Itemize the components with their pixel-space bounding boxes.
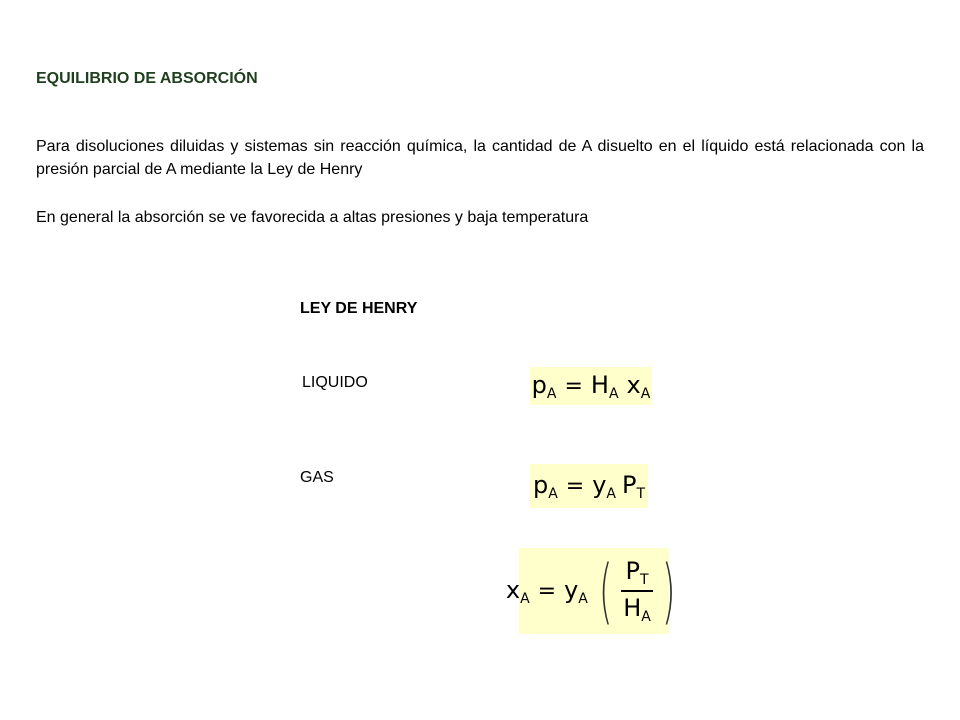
page-title: EQUILIBRIO DE ABSORCIÓN [36,70,258,87]
intro-paragraph: Para disoluciones diluidas y sistemas sin reacción química, la cantidad de A disuelto en el líquido está relacionada con la presión parcial de A mediante la Ley de Henry [36,138,924,178]
liquid-equation [530,367,652,405]
conditions-paragraph: En general la absorción se ve favorecida a altas presiones y baja temperatura [36,209,589,226]
fraction-denominator: $H_A$ [623,593,651,625]
eq1-lhs: $p_A$ [531,370,557,402]
right-paren: ) [661,550,676,632]
eq2-equals: = [565,473,585,499]
eq3-lhs: $x_A$ [505,575,530,607]
eq2-term2: $P_T$ [621,470,646,502]
liquid-label: LIQUIDO [302,374,368,391]
fraction-bar [621,590,653,592]
eq3-fraction-group [592,550,682,632]
henry-law-title: LEY DE HENRY [300,300,418,317]
eq1-term2: $x_A$ [626,370,651,402]
gas-label: GAS [300,469,334,486]
fraction-numerator: $P_T$ [625,557,649,589]
gas-equation [530,464,648,508]
eq3-term1: $y_A$ [564,575,588,607]
eq3-equals: = [537,578,557,604]
combined-equation [505,548,676,634]
eq2-term1: $y_A$ [592,470,616,502]
eq1-equals: = [564,373,583,399]
eq3-fraction [621,557,653,625]
left-paren: ( [598,550,613,632]
eq2-lhs: $p_A$ [532,470,558,502]
eq1-term1: $H_A$ [590,370,619,402]
